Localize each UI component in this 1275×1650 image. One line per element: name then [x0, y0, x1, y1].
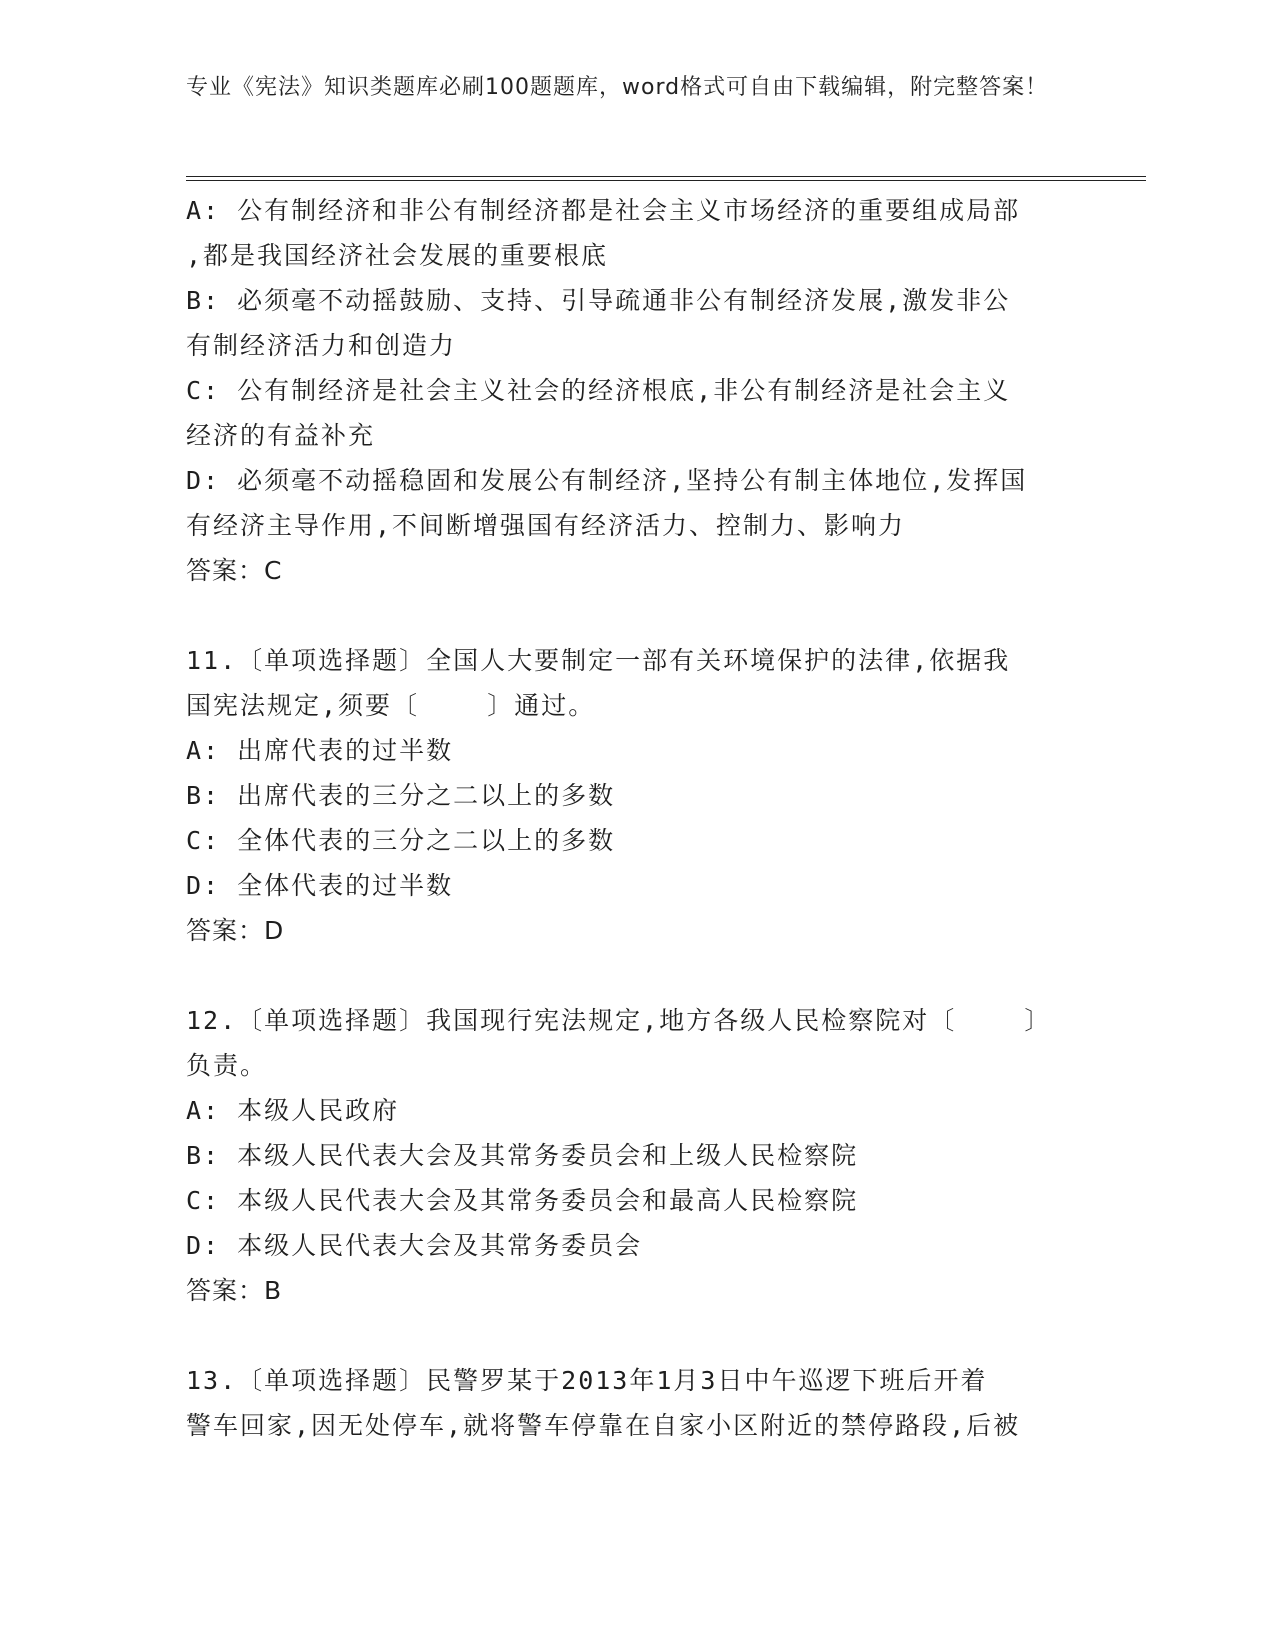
- option-c: C: 本级人民代表大会及其常务委员会和最高人民检察院: [186, 1186, 859, 1215]
- question-11: [186, 638, 1066, 953]
- option-line: A: 公有制经济和非公有制经济都是社会主义市场经济的重要组成局部: [186, 196, 1021, 225]
- question-stem-line: 国宪法规定,须要〔 〕通过。: [186, 691, 596, 720]
- document-body: [186, 188, 1066, 1448]
- option-b: B: 出席代表的三分之二以上的多数: [186, 781, 616, 810]
- question-10-tail: [186, 188, 1066, 593]
- spacer: [186, 953, 1066, 998]
- question-stem-line: 负责。: [186, 1051, 268, 1080]
- option-line: C: 公有制经济是社会主义社会的经济根底,非公有制经济是社会主义: [186, 376, 1011, 405]
- answer-line: 答案：C: [186, 556, 283, 585]
- question-stem-line: 13.〔单项选择题〕民警罗某于2013年1月3日中午巡逻下班后开着: [186, 1366, 988, 1395]
- answer-line: 答案：D: [186, 916, 285, 945]
- question-12: [186, 998, 1066, 1313]
- page-header-title: 专业《宪法》知识类题库必刷100题题库，word格式可自由下载编辑，附完整答案！: [186, 75, 1049, 100]
- spacer: [186, 593, 1066, 638]
- option-d: D: 本级人民代表大会及其常务委员会: [186, 1231, 643, 1260]
- header-divider: [186, 176, 1146, 181]
- option-line: 经济的有益补充: [186, 421, 376, 450]
- question-stem-line: 11.〔单项选择题〕全国人大要制定一部有关环境保护的法律,依据我: [186, 646, 1011, 675]
- option-line: ,都是我国经济社会发展的重要根底: [186, 241, 609, 270]
- option-a: A: 出席代表的过半数: [186, 736, 454, 765]
- option-d: D: 全体代表的过半数: [186, 871, 454, 900]
- option-line: B: 必须毫不动摇鼓励、支持、引导疏通非公有制经济发展,激发非公: [186, 286, 1011, 315]
- option-c: C: 全体代表的三分之二以上的多数: [186, 826, 616, 855]
- option-line: D: 必须毫不动摇稳固和发展公有制经济,坚持公有制主体地位,发挥国: [186, 466, 1028, 495]
- answer-line: 答案：B: [186, 1276, 283, 1305]
- spacer: [186, 1313, 1066, 1358]
- question-stem-line: 12.〔单项选择题〕我国现行宪法规定,地方各级人民检察院对〔 〕: [186, 1006, 1052, 1035]
- option-a: A: 本级人民政府: [186, 1096, 400, 1125]
- option-line: 有制经济活力和创造力: [186, 331, 457, 360]
- question-13: [186, 1358, 1066, 1448]
- option-line: 有经济主导作用,不间断增强国有经济活力、控制力、影响力: [186, 511, 906, 540]
- question-stem-line: 警车回家,因无处停车,就将警车停靠在自家小区附近的禁停路段,后被: [186, 1411, 1021, 1440]
- option-b: B: 本级人民代表大会及其常务委员会和上级人民检察院: [186, 1141, 859, 1170]
